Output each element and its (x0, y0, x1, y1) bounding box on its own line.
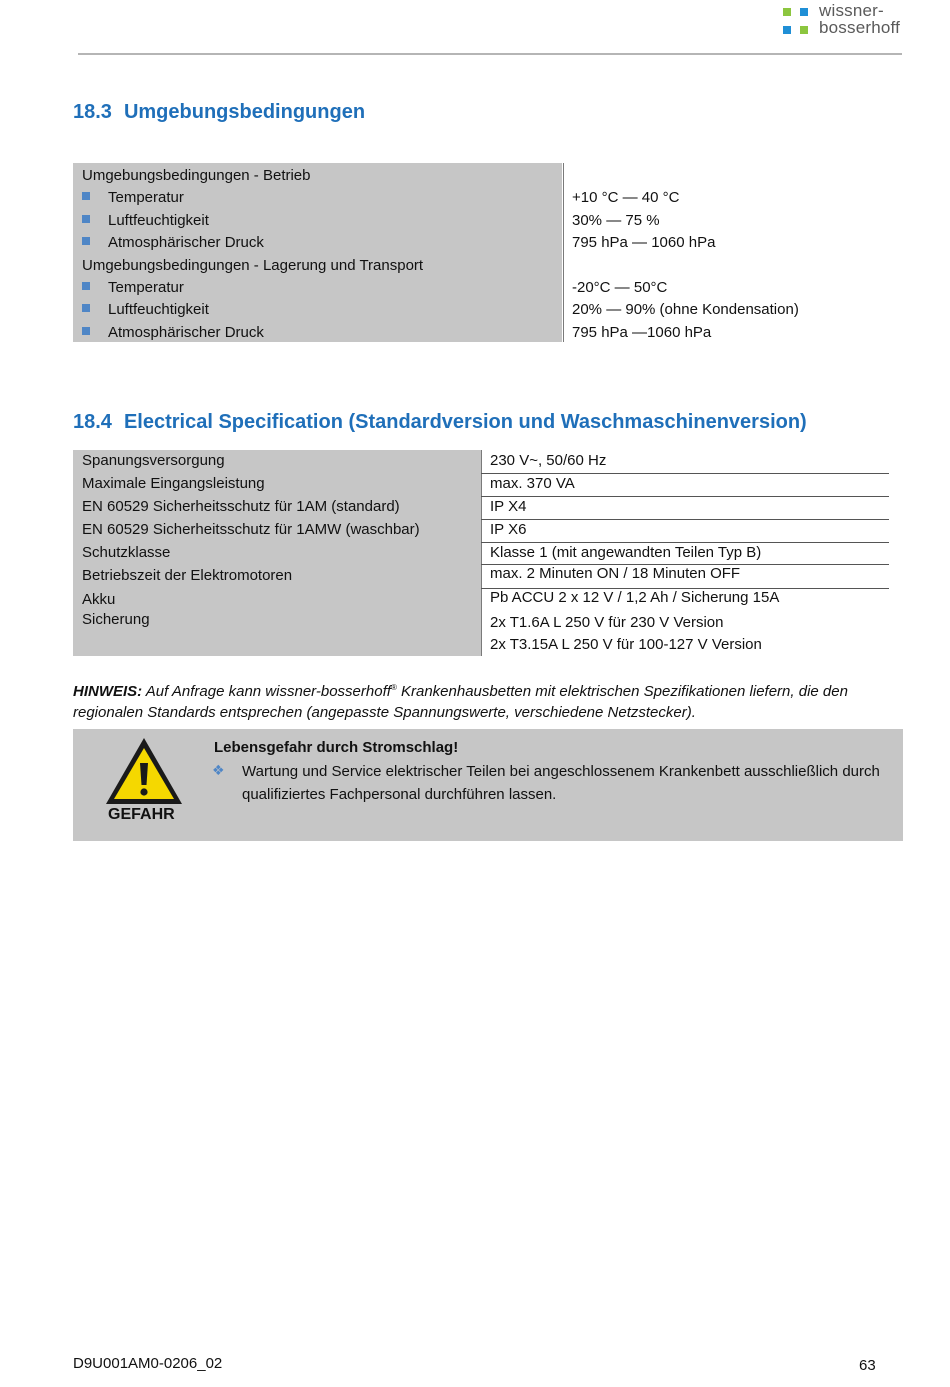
danger-label: GEFAHR (108, 806, 175, 823)
logo-square (800, 26, 808, 34)
env-table-divider (563, 163, 564, 342)
document-id: D9U001AM0-0206_02 (73, 1355, 223, 1372)
el-row-label: EN 60529 Sicherheitsschutz für 1AM (standard) (82, 498, 400, 515)
danger-title: Lebensgefahr durch Stromschlag! (214, 739, 459, 756)
el-row-label: Schutzklasse (82, 544, 171, 561)
logo-square (800, 8, 808, 16)
env-row-label (82, 299, 209, 321)
env-row-label (82, 232, 264, 254)
env-row-label-text: Temperatur (108, 279, 184, 296)
square-bullet-icon (82, 327, 90, 335)
el-row-label: Sicherung (82, 611, 150, 628)
note-text-after: Krankenhausbetten mit elektrischen Spezifikationen liefern, die den regionalen Standards entsprechen (angepasste Spannungswerte, verschiedene Netzstecker). (73, 683, 848, 721)
el-row-label: Betriebszeit der Elektromotoren (82, 567, 293, 584)
el-row-value: max. 2 Minuten ON / 18 Minuten OFF (490, 565, 741, 582)
note-text-before: Auf Anfrage kann wissner-bosserhoff (142, 683, 391, 700)
env-row-label-text: Atmosphärischer Druck (108, 234, 264, 251)
el-row-value: 2x T3.15A L 250 V für 100-127 V Version (490, 636, 762, 653)
env-row-value: 795 hPa — 1060 hPa (572, 234, 716, 251)
note-label: HINWEIS: (73, 683, 143, 700)
env-row-value: +10 °C — 40 °C (572, 189, 680, 206)
env-row-value: 795 hPa —1060 hPa (572, 324, 712, 341)
el-row-value: 230 V~, 50/60 Hz (490, 452, 607, 469)
env-row-value: 20% — 90% (ohne Kondensation) (572, 301, 799, 318)
logo-square (783, 26, 791, 34)
el-row-value: Klasse 1 (mit angewandten Teilen Typ B) (490, 544, 762, 561)
env-row-label (82, 277, 184, 299)
el-row-value: Pb ACCU 2 x 12 V / 1,2 Ah / Sicherung 15A (490, 589, 780, 606)
logo-text-line1: wissner- (819, 1, 884, 20)
env-row-label-text: Luftfeuchtigkeit (108, 212, 209, 229)
el-row-label: Akku (82, 591, 116, 608)
diamond-bullet-icon: ❖ (212, 762, 225, 778)
section-number: 18.3 (73, 101, 112, 123)
env-row-value: 30% — 75 % (572, 212, 660, 229)
header-divider (78, 53, 902, 55)
env-row-label-text: Umgebungsbedingungen - Lagerung und Transport (82, 257, 424, 274)
env-row-label-text: Luftfeuchtigkeit (108, 301, 209, 318)
page-number: 63 (859, 1357, 876, 1374)
section-heading-electrical (73, 411, 807, 434)
danger-text: Wartung und Service elektrischer Teilen bei angeschlossenem Krankenbett ausschließlich durch qualifiziertes Fachpersonal durchführen lassen. (242, 763, 880, 803)
el-row-value: IP X4 (490, 498, 527, 515)
el-row-rule (481, 519, 889, 520)
warning-triangle-icon (103, 735, 185, 807)
square-bullet-icon (82, 237, 90, 245)
logo-text-line2: bosserhoff (819, 18, 901, 37)
env-row-label-text: Umgebungsbedingungen - Betrieb (82, 167, 311, 184)
section-number: 18.4 (73, 411, 112, 433)
env-row-label-text: Temperatur (108, 189, 184, 206)
square-bullet-icon (82, 215, 90, 223)
env-row-label (82, 187, 184, 209)
el-row-label: EN 60529 Sicherheitsschutz für 1AMW (waschbar) (82, 521, 420, 538)
env-row-label (82, 165, 311, 187)
env-row-label (82, 210, 209, 232)
env-row-label (82, 322, 264, 344)
el-row-value: IP X6 (490, 521, 527, 538)
company-logo (783, 2, 913, 38)
env-row-label (82, 255, 423, 277)
section-heading-environment (73, 101, 365, 124)
registered-mark: ® (390, 683, 397, 692)
el-row-label: Maximale Eingangsleistung (82, 475, 265, 492)
env-row-value: -20°C — 50°C (572, 279, 668, 296)
env-row-label-text: Atmosphärischer Druck (108, 324, 264, 341)
logo-square (783, 8, 791, 16)
note-paragraph (73, 677, 893, 723)
el-table-divider (481, 450, 482, 656)
section-title: Umgebungsbedingungen (123, 101, 366, 123)
section-title: Electrical Specification (Standardversion und Waschmaschinenversion) (123, 411, 807, 433)
el-row-value: 2x T1.6A L 250 V für 230 V Version (490, 614, 724, 631)
square-bullet-icon (82, 282, 90, 290)
square-bullet-icon (82, 192, 90, 200)
el-row-value: max. 370 VA (490, 475, 575, 492)
square-bullet-icon (82, 304, 90, 312)
el-row-label: Spanungsversorgung (82, 452, 225, 469)
el-row-rule (481, 496, 889, 497)
